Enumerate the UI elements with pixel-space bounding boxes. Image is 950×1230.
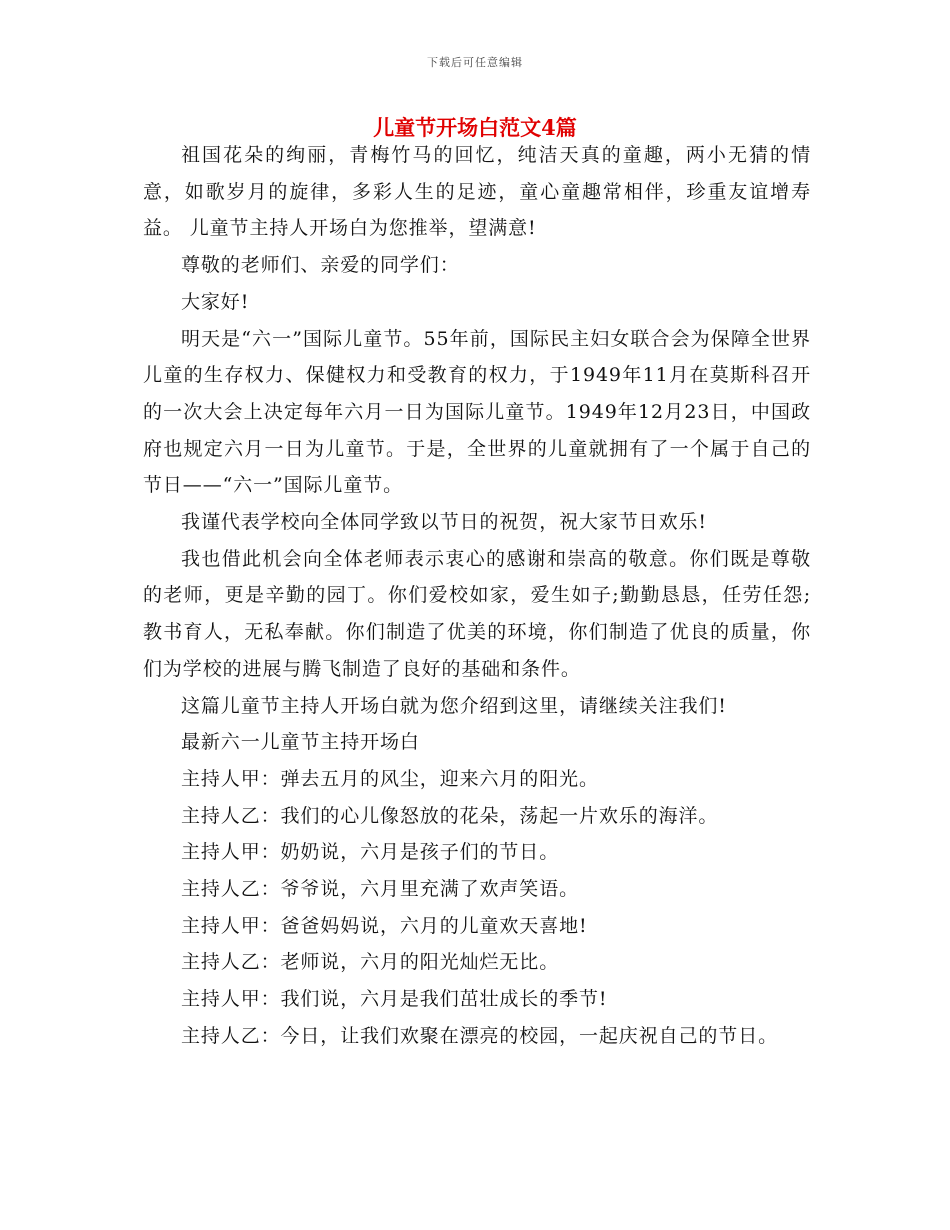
paragraph-host-line: 主持人乙：爷爷说，六月里充满了欢声笑语。 <box>181 878 580 901</box>
paragraph-intro: 祖国花朵的绚丽，青梅竹马的回忆，纯洁天真的童趣，两小无猜的情意，如歌岁月的旋律，多彩人生的足迹，童心童趣常相伴，珍重友谊增寿益。 儿童节主持人开场白为您推举，望满意! <box>143 144 811 240</box>
paragraph-greeting: 大家好! <box>181 290 250 313</box>
paragraph-history: 明天是“六一”国际儿童节。55年前，国际民主妇女联合会为保障全世界儿童的生存权力、保健权力和受教育的权力，于1949年11月在莫斯科召开的一次大会上决定每年六月一日为国际儿童节。1949年12月23日，中国政府也规定六月一日为儿童节。于是，全世界的儿童就拥有了一个属于自己的节日——“六一”国际儿童节。 <box>143 327 811 497</box>
paragraph-host-line: 主持人甲：奶奶说，六月是孩子们的节日。 <box>181 841 560 864</box>
document-body <box>143 137 811 1055</box>
paragraph-host-line: 主持人甲：爸爸妈妈说，六月的儿童欢天喜地! <box>181 914 588 937</box>
document-title: 儿童节开场白范文4篇 <box>373 115 577 140</box>
paragraph-host-line: 主持人甲：我们说，六月是我们茁壮成长的季节! <box>181 988 608 1011</box>
paragraph-salutation: 尊敬的老师们、亲爱的同学们： <box>181 254 460 277</box>
paragraph-section-heading: 最新六一儿童节主持开场白 <box>181 731 420 754</box>
paragraph-host-line: 主持人甲：弹去五月的风尘，迎来六月的阳光。 <box>181 767 599 790</box>
paragraph-closing: 这篇儿童节主持人开场白就为您介绍到这里，请继续关注我们! <box>181 694 727 717</box>
paragraph-host-line: 主持人乙：老师说，六月的阳光灿烂无比。 <box>181 951 560 974</box>
header-note: 下载后可任意编辑 <box>427 56 523 69</box>
paragraph-congratulations: 我谨代表学校向全体同学致以节日的祝贺，祝大家节日欢乐! <box>181 511 707 534</box>
paragraph-thanks-teachers: 我也借此机会向全体老师表示衷心的感谢和崇高的敬意。你们既是尊敬的老师，更是辛勤的园丁。你们爱校如家，爱生如子;勤勤恳恳，任劳任怨;教书育人，无私奉献。你们制造了优美的环境，你们制造了优良的质量，你们为学校的进展与腾飞制造了良好的基础和条件。 <box>143 547 811 680</box>
paragraph-host-line: 主持人乙：今日，让我们欢聚在漂亮的校园，一起庆祝自己的节日。 <box>181 1024 779 1047</box>
paragraph-host-line: 主持人乙：我们的心儿像怒放的花朵，荡起一片欢乐的海洋。 <box>181 804 719 827</box>
